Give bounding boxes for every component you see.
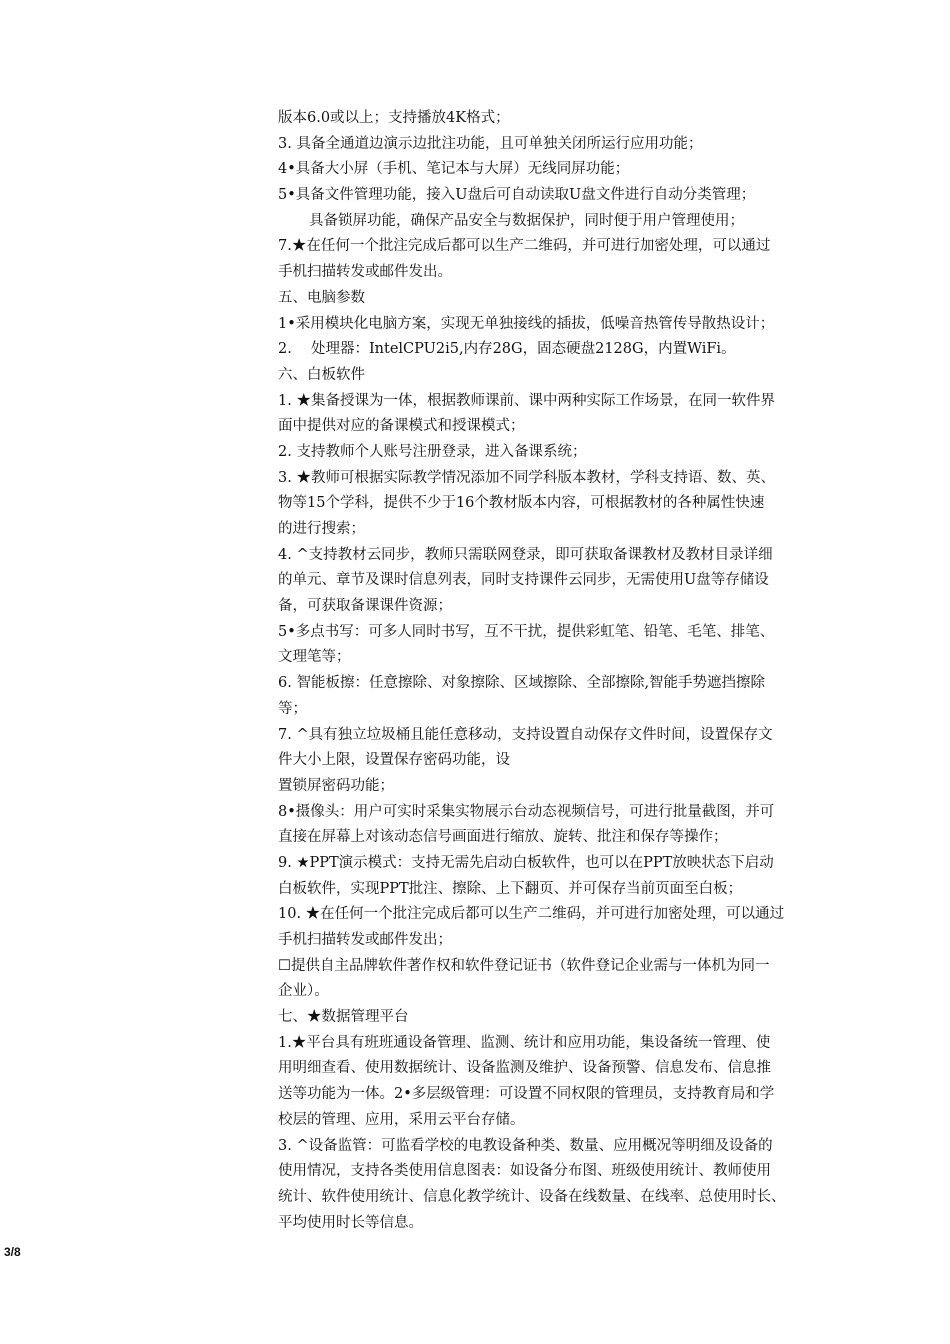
text-line: 3. ^设备监管：可监看学校的电教设备种类、数量、应用概况等明细及设备的 (278, 1137, 773, 1154)
text-line: 7.★在任何一个批注完成后都可以生产二维码，并可进行加密处理，可以通过 (278, 238, 771, 255)
text-line: 3. ★教师可根据实际教学情况添加不同学科版本教材，学科支持语、数、英、 (278, 469, 775, 486)
text-line: 5•具备文件管理功能，接入U盘后可自动读取U盘文件进行自动分类管理； (278, 187, 756, 204)
text-line: 6. 智能板擦：任意擦除、对象擦除、区域擦除、全部擦除,智能手势遮挡擦除 (278, 675, 766, 692)
page-number: 3/8 (4, 1245, 21, 1259)
text-line: 文理笔等； (278, 649, 351, 666)
text-line: 2. 支持教师个人账号注册登录，进入备课系统； (278, 443, 587, 460)
text-line: 手机扫描转发或邮件发出； (278, 932, 452, 948)
text-line: 企业）。 (278, 983, 329, 1000)
text-line: 白板软件，实现PPT批注、擦除、上下翻页、并可保存当前页面至白板； (278, 880, 743, 897)
document-body (278, 106, 878, 1236)
text-line: 1. ★集备授课为一体，根据教师课前、课中两种实际工作场景，在同一软件界 (278, 392, 775, 409)
text-line: 件大小上限，设置保存密码功能，设 (278, 752, 510, 769)
text-line: 物等15个学科，提供不少于16个教材版本内容，可根据教材的各种属性快速 (278, 495, 765, 512)
text-line: 1.★平台具有班班通设备管理、监测、统计和应用功能，集设备统一管理、使 (278, 1034, 771, 1051)
text-line: 8•摄像头：用户可实时采集实物展示台动态视频信号，可进行批量截图，并可 (278, 803, 775, 820)
text-line: 等； (278, 700, 307, 717)
text-line: 统计、软件使用统计、信息化教学统计、设备在线数量、在线率、总使用时长、 (278, 1188, 786, 1205)
text-line: 面中提供对应的备课模式和授课模式； (278, 418, 525, 435)
text-line: 七、★数据管理平台 (278, 1009, 409, 1026)
text-line: 7. ^具有独立垃圾桶且能任意移动，支持设置自动保存文件时间，设置保存文 (278, 726, 773, 743)
text-line: 2. 处理器：IntelCPU2i5,内存28G，固态硬盘2128G，内置WiFi。 (278, 341, 736, 358)
text-line: 校层的管理、应用，采用云平台存储。 (278, 1111, 525, 1128)
text-line: 4. ^支持教材云同步，教师只需联网登录，即可获取备课教材及教材目录详细 (278, 546, 773, 563)
text-line: 六、白板软件 (278, 366, 365, 383)
text-line: 使用情况，支持各类使用信息图表：如设备分布图、班级使用统计、教师使用 (278, 1163, 771, 1180)
text-line: 10. ★在任何一个批注完成后都可以生产二维码，并可进行加密处理，可以通过 (278, 906, 785, 923)
text-line: 手机扫描转发或邮件发出。 (278, 264, 452, 281)
text-line: 3. 具备全通道边演示边批注功能，且可单独关闭所运行应用功能； (278, 135, 703, 152)
text-line: 的进行搜索； (278, 521, 365, 537)
text-line: 送等功能为一体。2•多层级管理：可设置不同权限的管理员，支持教育局和学 (278, 1086, 775, 1103)
text-line: 的单元、章节及课时信息列表，同时支持课件云同步，无需使用U盘等存储设 (278, 572, 769, 589)
text-line: 9. ★PPT演示模式：支持无需先启动白板软件，也可以在PPT放映状态下启动 (278, 854, 774, 871)
text-line: 置锁屏密码功能； (278, 777, 394, 794)
text-line: 直接在屏幕上对该动态信号画面进行缩放、旋转、批注和保存等操作； (278, 829, 728, 846)
text-line: 具备锁屏功能，确保产品安全与数据保护，同时便于用户管理使用； (309, 212, 744, 229)
text-line: 备，可获取备课课件资源； (278, 598, 452, 615)
text-line: 版本6.0或以上；支持播放4K格式； (278, 110, 510, 126)
text-line: ☐提供自主品牌软件著作权和软件登记证书（软件登记企业需与一体机为同一 (278, 957, 770, 974)
text-line: 5•多点书写：可多人同时书写，互不干扰，提供彩虹笔、铅笔、毛笔、排笔、 (278, 623, 775, 640)
text-line: 平均使用时长等信息。 (278, 1214, 423, 1231)
text-line: 4•具备大小屏（手机、笔记本与大屏）无线同屏功能； (278, 161, 630, 178)
text-line: 用明细查看、使用数据统计、设备监测及维护、设备预警、信息发布、信息推 (278, 1060, 771, 1077)
text-line: 1•采用模块化电脑方案，实现无单独接线的插拔，低噪音热管传导散热设计； (278, 315, 775, 332)
text-line: 五、电脑参数 (278, 289, 365, 306)
